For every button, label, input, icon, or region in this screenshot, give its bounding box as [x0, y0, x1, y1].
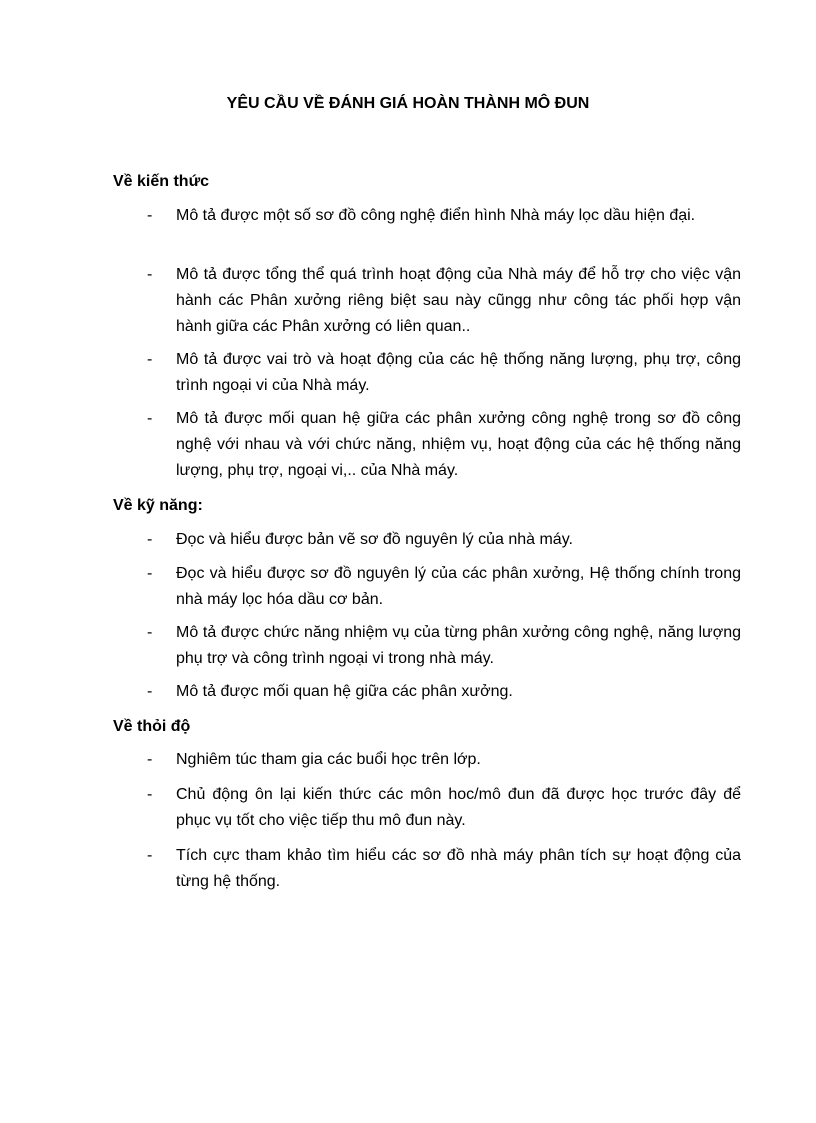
section-heading-knowledge: Về kiến thức — [113, 173, 210, 190]
list-item-text: Mô tả được vai trò và hoạt động của các hệ thống năng lượng, phụ trợ, công trình ngoại vi của Nhà máy. — [176, 351, 741, 394]
bullet-marker: - — [147, 847, 153, 864]
document-title: YÊU CẦU VỀ ĐÁNH GIÁ HOÀN THÀNH MÔ ĐUN — [226, 95, 590, 112]
list-item — [147, 561, 741, 613]
list-item-text: Đọc và hiểu được bản vẽ sơ đồ nguyên lý của nhà máy. — [176, 531, 573, 548]
bullet-marker: - — [147, 683, 153, 700]
list-item — [147, 527, 741, 553]
list-item-text: Chủ động ôn lại kiến thức các môn hoc/mô đun đã được học trước đây để phục vụ tốt cho việc tiếp thu mô đun này. — [176, 786, 741, 829]
list-item-text: Mô tả được mối quan hệ giữa các phân xưởng công nghệ trong sơ đồ công nghệ với nhau và với chức năng, nhiệm vụ, hoạt động của các hệ thống năng lượng, phụ trợ, ngoại vi,.. của Nhà máy. — [176, 410, 741, 479]
list-item-text: Mô tả được một số sơ đồ công nghệ điển hình Nhà máy lọc dầu hiện đại. — [176, 207, 696, 224]
bullet-marker: - — [147, 207, 153, 224]
section-heading-attitude: Về thỏi độ — [113, 718, 191, 735]
list-item — [147, 747, 741, 773]
list-item — [147, 203, 741, 229]
list-item-text: Đọc và hiểu được sơ đồ nguyên lý của các phân xưởng, Hệ thống chính trong nhà máy lọc hóa dầu cơ bản. — [176, 565, 741, 608]
list-item — [147, 620, 741, 672]
section-heading-skills: Về kỹ năng: — [113, 497, 203, 514]
list-item — [147, 782, 741, 834]
bullet-marker: - — [147, 351, 153, 368]
list-item — [147, 406, 741, 484]
list-item — [147, 347, 741, 399]
list-item-text: Mô tả được chức năng nhiệm vụ của từng phân xưởng công nghệ, năng lượng phụ trợ và công trình ngoại vi trong nhà máy. — [176, 624, 741, 667]
bullet-marker: - — [147, 751, 153, 768]
bullet-marker: - — [147, 786, 153, 803]
list-item-text: Nghiêm túc tham gia các buổi học trên lớp. — [176, 751, 481, 768]
bullet-marker: - — [147, 531, 153, 548]
list-item-text: Mô tả được tổng thể quá trình hoạt động của Nhà máy để hỗ trợ cho việc vận hành các Phân xưởng riêng biệt sau này cũngg như công tác phối hợp vận hành giữa các Phân xưởng có liên quan.. — [176, 266, 741, 335]
list-item-text: Mô tả được mối quan hệ giữa các phân xưởng. — [176, 683, 513, 700]
list-item — [147, 262, 741, 340]
bullet-marker: - — [147, 624, 153, 641]
bullet-marker: - — [147, 410, 153, 427]
bullet-marker: - — [147, 565, 153, 582]
list-item — [147, 843, 741, 895]
list-item-text: Tích cực tham khảo tìm hiểu các sơ đồ nhà máy phân tích sự hoạt động của từng hệ thống. — [176, 847, 741, 890]
bullet-marker: - — [147, 266, 153, 283]
list-item — [147, 679, 741, 705]
